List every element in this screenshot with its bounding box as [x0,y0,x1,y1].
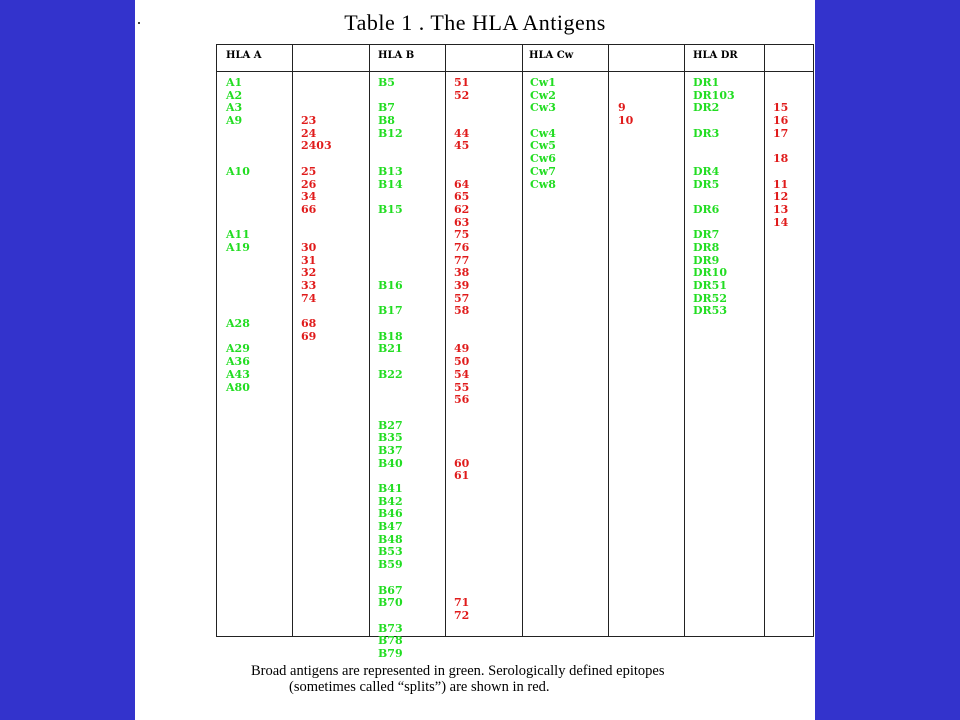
table-cell [226,179,250,192]
table-cell: 57 [454,291,470,305]
table-cell: DR3 [693,126,720,140]
table-cell [226,204,250,217]
column-divider [608,45,609,636]
table-cell [693,115,735,128]
table-cell [454,102,469,115]
table-cell: Cw2 [530,88,556,102]
table-cell [301,153,332,166]
table-cell: 50 [454,355,470,369]
table-cell: 65 [454,190,470,204]
table-cell [454,508,469,521]
table-cell: B18 [378,329,403,343]
table-cell: DR51 [693,279,727,292]
table-cell: B40 [378,456,403,470]
table-cell: 16 [773,114,789,128]
table-cell: A11 [226,228,250,242]
table-cell: DR2 [693,101,720,115]
table-cell: 13 [773,202,789,216]
table-cell: A1 [226,76,243,89]
table-cell: 68 [301,317,317,331]
table-cell: DR10 [693,266,727,280]
table-cell [378,382,403,395]
column-hla-cw-splits [618,77,633,128]
table-cell: DR6 [693,202,720,216]
table-cell: B37 [378,443,403,457]
table-cell: B48 [378,532,403,546]
column-hla-a-broad [226,77,250,394]
table-cell: Cw6 [530,152,556,166]
table-cell [454,166,469,179]
table-cell [454,521,469,534]
table-cell [378,572,403,585]
table-cell: A43 [226,367,250,381]
table-caption [251,663,811,695]
table-cell: 14 [773,215,789,229]
table-cell [454,546,469,559]
table-cell: DR4 [693,164,720,178]
table-cell: A36 [226,355,250,369]
column-divider [764,45,765,636]
table-cell: 39 [454,279,470,292]
table-cell: Cw3 [530,101,556,115]
table-cell [618,77,633,90]
table-cell: 33 [301,279,317,292]
table-cell: 62 [454,202,470,216]
table-cell: B27 [378,418,403,432]
table-cell [378,407,403,420]
table-cell [378,140,403,153]
table-cell: 64 [454,177,470,191]
table-cell: B59 [378,558,403,572]
table-cell: 31 [301,253,317,267]
table-cell: 17 [773,126,789,140]
hla-table [216,44,814,660]
table-cell: DR52 [693,291,727,305]
table-cell [378,255,403,268]
table-cell: 9 [618,101,626,115]
header-hla-cw: HLA Cw [529,50,574,61]
header-hla-a: HLA A [226,50,262,61]
table-cell: B14 [378,177,403,191]
table-cell [773,77,788,90]
table-cell: 11 [773,177,789,191]
table-cell [454,153,469,166]
table-cell [454,407,469,420]
column-hla-b-splits [454,77,469,623]
table-cell: 30 [301,240,317,254]
table-cell: B17 [378,304,403,318]
table-cell [454,318,469,331]
table-cell: 25 [301,164,317,178]
table-cell [301,90,332,103]
caption-line-1: Broad antigens are represented in green. Serologically defined epitopes [251,663,665,679]
table-cell [301,77,332,90]
table-cell: 24 [301,126,317,140]
table-cell: B67 [378,583,403,597]
column-divider [522,45,523,636]
table-cell: 75 [454,228,470,242]
table-cell: 71 [454,596,470,610]
table-cell: Cw4 [530,126,556,140]
column-hla-cw-broad [530,77,556,191]
table-cell: 58 [454,304,470,318]
table-cell: 26 [301,177,317,191]
table-cell [378,153,403,166]
table-cell: 38 [454,266,470,280]
table-cell: B13 [378,164,403,178]
header-hla-dr: HLA DR [693,50,738,61]
table-cell: A2 [226,88,243,102]
table-cell: 66 [301,202,317,216]
table-cell: 32 [301,266,317,280]
table-cell: DR8 [693,240,720,254]
table-cell: 69 [301,329,317,343]
table-cell: Cw1 [530,76,556,89]
table-cell: B70 [378,596,403,610]
table-cell: B22 [378,367,403,381]
table-cell [378,318,403,331]
table-cell: 44 [454,126,470,140]
table-cell [378,229,403,242]
table-cell: 55 [454,380,470,394]
table-cell: DR103 [693,88,735,102]
table-cell: B41 [378,482,403,495]
table-cell: 45 [454,139,470,153]
table-cell: DR5 [693,177,720,191]
column-hla-b-broad [378,77,403,661]
table-cell: Cw7 [530,164,556,178]
table-cell [530,115,556,128]
table-cell [693,191,735,204]
column-divider [292,45,293,636]
table-cell [226,280,250,293]
table-cell: 18 [773,152,789,166]
table-cell: 51 [454,76,470,89]
table-cell [454,445,469,458]
table-cell: B5 [378,76,395,89]
table-cell: 63 [454,215,470,229]
table-cell: B21 [378,342,403,356]
table-cell: A28 [226,317,250,331]
table-cell: Cw5 [530,139,556,153]
column-hla-a-splits [301,77,332,343]
table-cell: 74 [301,291,317,305]
table-cell: B42 [378,494,403,508]
table-cell [454,572,469,585]
table-cell [693,140,735,153]
table-cell: 76 [454,240,470,254]
table-cell [454,483,469,496]
table-cell [454,115,469,128]
table-cell: 15 [773,101,789,115]
table-cell: A3 [226,101,243,115]
table-cell: B16 [378,279,403,292]
table-cell: A19 [226,240,250,254]
table-cell: B35 [378,431,403,445]
column-divider [684,45,685,636]
table-cell: Cw8 [530,177,556,191]
table-cell: A9 [226,114,243,128]
table-cell: B15 [378,202,403,216]
table-cell: A80 [226,380,250,394]
table-cell [378,610,403,623]
table-cell [773,166,788,179]
table-cell: 54 [454,367,470,381]
table-cell: B47 [378,520,403,534]
table-cell [226,267,250,280]
page-title: Table 1 . The HLA Antigens [344,10,606,35]
column-hla-dr-broad [693,77,735,318]
table-cell [226,140,250,153]
table-cell [301,217,332,230]
table-cell: B12 [378,126,403,140]
table-cell: B46 [378,507,403,521]
table-cell [378,356,403,369]
table-cell: 60 [454,456,470,470]
header-hla-b: HLA B [378,50,415,61]
table-cell [226,153,250,166]
table-cell: 52 [454,88,470,102]
table-cell [454,432,469,445]
table-cell: 49 [454,342,470,356]
table-cell: 2403 [301,139,332,153]
table-cell: DR53 [693,304,727,318]
table-cell: DR1 [693,76,720,89]
table-cell: DR7 [693,228,720,242]
table-cell [378,191,403,204]
table-cell: B53 [378,545,403,559]
table-cell: 10 [618,114,634,128]
table-cell [378,394,403,407]
table-cell: 34 [301,190,317,204]
table-cell: 12 [773,190,789,204]
column-divider [369,45,370,636]
table-cell: 56 [454,393,470,407]
table-cell [693,153,735,166]
table-cell: DR9 [693,253,720,267]
slide-page [135,0,815,720]
table-cell: B7 [378,101,395,115]
table-cell: B8 [378,114,395,128]
table-cell [378,242,403,255]
table-cell: B79 [378,646,403,660]
table-cell: B73 [378,621,403,635]
table-cell [454,496,469,509]
table-cell [454,559,469,572]
table-cell: 72 [454,608,470,622]
table-cell: A29 [226,342,250,356]
table-cell [226,128,250,141]
column-divider [445,45,446,636]
table-cell: 77 [454,253,470,267]
column-hla-dr-splits [773,77,788,229]
table-cell: 23 [301,114,317,128]
table-cell: 61 [454,469,470,483]
table-cell [454,534,469,547]
table-cell: A10 [226,164,250,178]
table-cell: B78 [378,634,403,648]
table-cell [226,191,250,204]
caption-line-2: (sometimes called “splits”) are shown in red. [289,679,550,695]
table-cell [378,217,403,230]
table-cell [454,420,469,433]
table-cell [226,255,250,268]
table-cell [226,293,250,306]
